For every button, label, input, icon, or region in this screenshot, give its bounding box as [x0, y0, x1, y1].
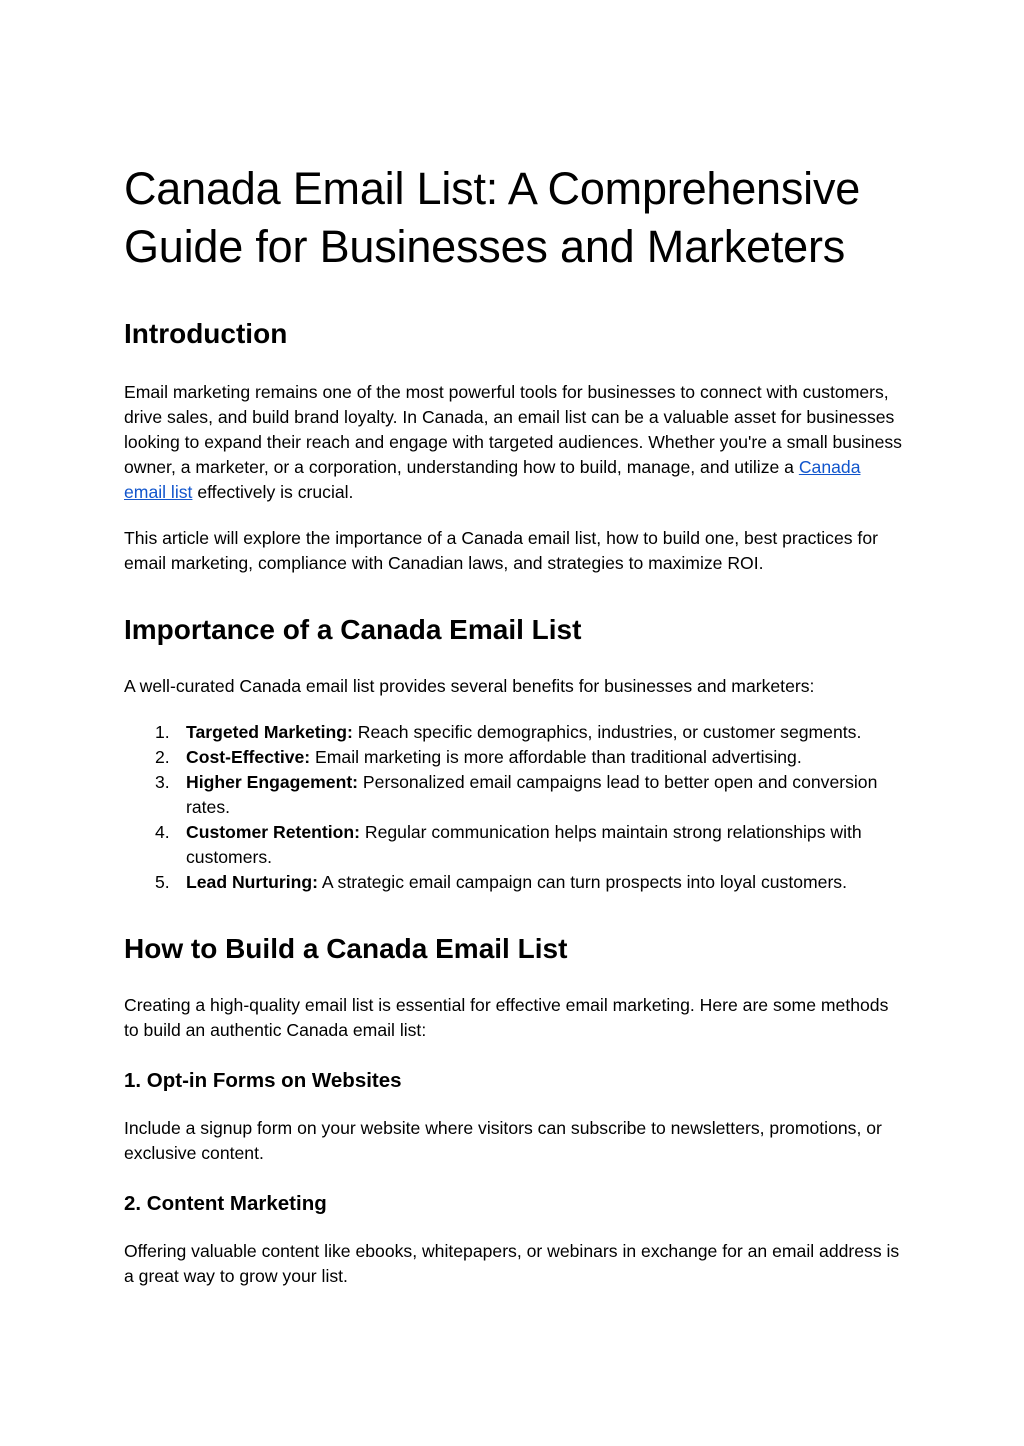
introduction-paragraph-2: This article will explore the importance of a Canada email list, how to build one, best practices for email marketing, compliance with Canadian laws, and strategies to maximize ROI. — [124, 528, 878, 573]
build-intro: Creating a high-quality email list is essential for effective email marketing. Here are some methods to build an authentic Canada email list: — [124, 995, 889, 1040]
list-item-text: Reach specific demographics, industries, or customer segments. — [352, 722, 862, 742]
opt-in-forms-heading: 1. Opt-in Forms on Websites — [124, 1069, 402, 1092]
list-item — [124, 770, 904, 820]
introduction-heading: Introduction — [124, 318, 288, 349]
document-title: Canada Email List: A Comprehensive Guide for Businesses and Marketers — [124, 163, 861, 272]
introduction-paragraph-1 — [124, 380, 904, 505]
list-item-term: Targeted Marketing: — [186, 722, 353, 742]
list-item — [124, 720, 904, 745]
build-heading: How to Build a Canada Email List — [124, 933, 568, 964]
benefits-list — [124, 720, 904, 895]
list-item-text: Regular communication helps maintain strong relationships with customers. — [186, 822, 862, 867]
list-item-number: 2. — [155, 747, 170, 767]
list-item-number: 5. — [155, 872, 170, 892]
importance-intro: A well-curated Canada email list provides several benefits for businesses and marketers: — [124, 676, 815, 696]
list-item-text: A strategic email campaign can turn prospects into loyal customers. — [317, 872, 847, 892]
list-item-number: 1. — [155, 722, 170, 742]
introduction-text-after-link: effectively is crucial. — [192, 482, 354, 502]
content-marketing-heading: 2. Content Marketing — [124, 1192, 327, 1215]
list-item — [124, 820, 904, 870]
opt-in-forms-text: Include a signup form on your website where visitors can subscribe to newsletters, promotions, or exclusive content. — [124, 1118, 882, 1163]
list-item-term: Higher Engagement: — [186, 772, 359, 792]
list-item-text: Email marketing is more affordable than traditional advertising. — [310, 747, 802, 767]
document-page — [124, 160, 904, 1289]
list-item — [124, 745, 904, 770]
list-item-number: 3. — [155, 772, 170, 792]
list-item-term: Cost-Effective: — [186, 747, 311, 767]
importance-heading: Importance of a Canada Email List — [124, 614, 582, 645]
canada-email-list-link[interactable]: Canada email list — [124, 457, 861, 502]
list-item-term: Customer Retention: — [186, 822, 360, 842]
content-marketing-text: Offering valuable content like ebooks, whitepapers, or webinars in exchange for an email address is a great way to grow your list. — [124, 1241, 900, 1286]
list-item-text: Personalized email campaigns lead to better open and conversion rates. — [186, 772, 878, 817]
introduction-text-before-link: Email marketing remains one of the most powerful tools for businesses to connect with customers, drive sales, and build brand loyalty. In Canada, an email list can be a valuable asset for businesses looking to expand their reach and engage with targeted audiences. Whether you're a small business owner, a marketer, or a corporation, understanding how to build, manage, and utilize a — [124, 382, 902, 477]
list-item-term: Lead Nurturing: — [186, 872, 318, 892]
list-item — [124, 870, 904, 895]
list-item-number: 4. — [155, 822, 170, 842]
